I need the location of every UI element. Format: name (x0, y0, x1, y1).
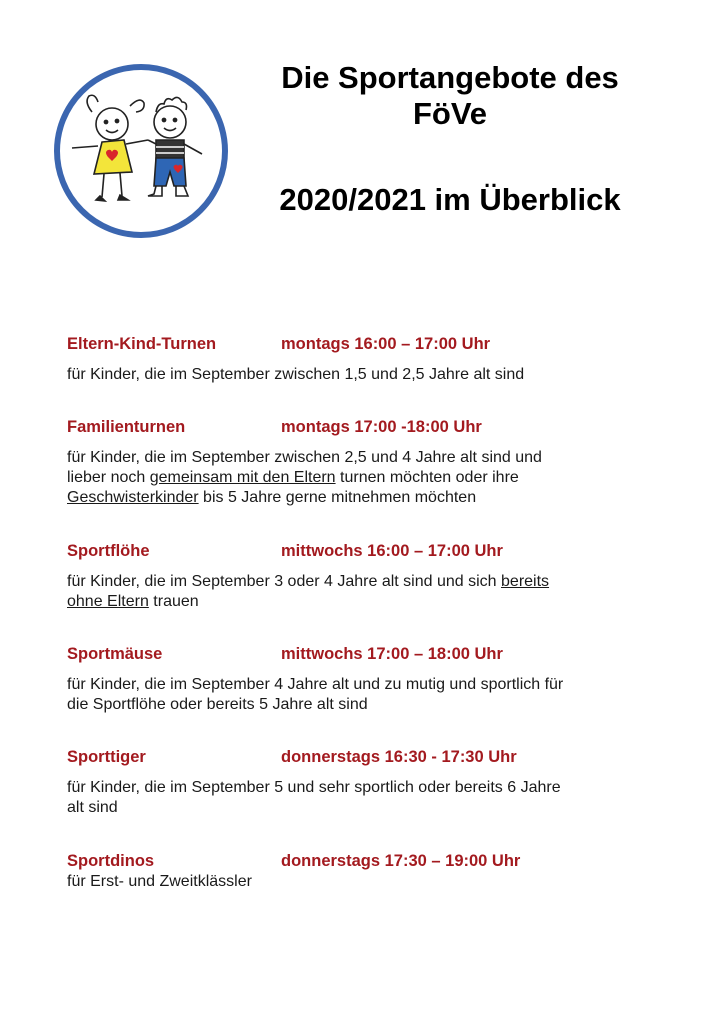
underlined-text: Geschwisterkinder (67, 489, 199, 506)
offer-description (67, 675, 657, 715)
offer-name: Familienturnen (67, 418, 186, 436)
text-run: trauen (148, 593, 199, 610)
offer-sportfloehe (67, 542, 657, 612)
offer-description-line: für Erst- und Zweitklässler (67, 873, 252, 890)
offer-description (67, 872, 657, 892)
offer-description-line: für Kinder, die im September 4 Jahre alt und zu mutig und sportlich für (67, 676, 564, 693)
offer-description-line: für Kinder, die im September zwischen 2,5 und 4 Jahre alt sind und (67, 449, 542, 466)
text-run: turnen möchten oder ihre (335, 469, 519, 486)
offer-time: mittwochs 17:00 – 18:00 Uhr (281, 645, 503, 663)
offer-time: montags 16:00 – 17:00 Uhr (281, 335, 491, 353)
offer-description-line (67, 488, 657, 508)
offer-name: Sportflöhe (67, 542, 150, 560)
offer-sporttiger (67, 748, 657, 818)
offer-eltern-kind-turnen (67, 335, 657, 385)
offer-header (67, 542, 657, 562)
offer-description (67, 448, 657, 508)
page-subtitle: 2020/2021 im Überblick (279, 182, 621, 217)
offer-description-line (67, 592, 657, 612)
offer-name: Eltern-Kind-Turnen (67, 335, 217, 353)
text-run: bis 5 Jahre gerne mitnehmen möchten (198, 489, 477, 506)
offer-description (67, 778, 657, 818)
offer-description (67, 572, 657, 612)
offer-sportdinos (67, 852, 657, 892)
offer-name: Sportmäuse (67, 645, 163, 663)
offer-time: montags 17:00 -18:00 Uhr (281, 418, 482, 436)
underlined-text: ohne Eltern (67, 593, 149, 610)
offer-sportmaeuse (67, 645, 657, 715)
offer-header (67, 418, 657, 438)
offer-header (67, 748, 657, 768)
offer-description (67, 365, 657, 385)
kids-logo (52, 62, 230, 240)
offer-description-line: für Kinder, die im September 5 und sehr sportlich oder bereits 6 Jahre (67, 779, 561, 796)
offer-time: mittwochs 16:00 – 17:00 Uhr (281, 542, 503, 560)
underlined-text: gemeinsam mit den Eltern (149, 469, 336, 486)
offer-description-line (67, 572, 657, 592)
page-title-line2: FöVe (412, 96, 488, 131)
offer-time: donnerstags 16:30 - 17:30 Uhr (281, 748, 517, 766)
offer-description-line: alt sind (67, 799, 118, 816)
title-block (240, 60, 660, 218)
offer-time: donnerstags 17:30 – 19:00 Uhr (281, 852, 521, 870)
kids-logo-icon (52, 62, 230, 240)
offer-name: Sporttiger (67, 748, 146, 766)
offer-name: Sportdinos (67, 852, 155, 870)
text-run: für Kinder, die im September 3 oder 4 Jahre alt sind und sich (67, 573, 502, 590)
offer-header (67, 335, 657, 355)
offer-description-line (67, 468, 657, 488)
underlined-text: bereits (501, 573, 550, 590)
page-title-line1: Die Sportangebote des (281, 60, 619, 95)
offer-header (67, 852, 657, 872)
offer-familienturnen (67, 418, 657, 508)
text-run: lieber noch (67, 469, 150, 486)
offer-description-line: für Kinder, die im September zwischen 1,5 und 2,5 Jahre alt sind (67, 366, 525, 383)
offer-header (67, 645, 657, 665)
offer-description-line: die Sportflöhe oder bereits 5 Jahre alt sind (67, 696, 368, 713)
